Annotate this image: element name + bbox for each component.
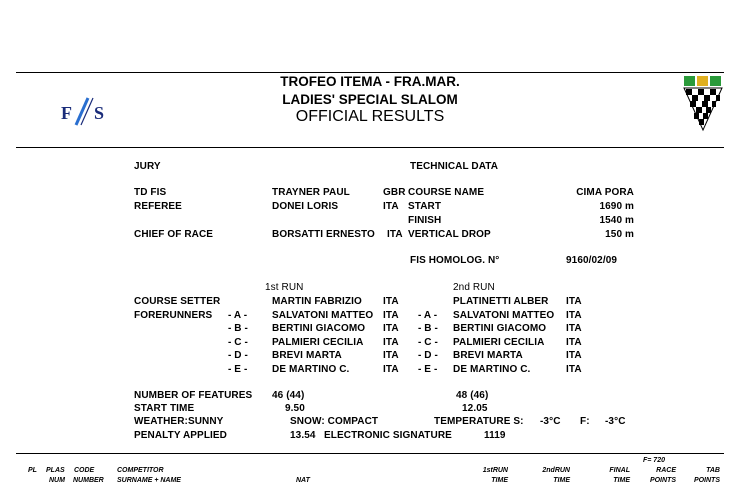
forerunner-code: - E - <box>228 364 248 375</box>
forerunner-code: - C - <box>228 337 248 348</box>
col-run2: 2ndRUN <box>542 467 570 474</box>
signature-value: 1119 <box>484 430 506 441</box>
chief-label: CHIEF OF RACE <box>134 229 214 240</box>
finish-label: FINISH <box>408 215 442 226</box>
td-nat: GBR <box>383 187 406 198</box>
header-bottom-rule <box>16 147 724 148</box>
forerunner-run2-code: - A - <box>418 310 438 321</box>
forerunner-run2-code: - D - <box>418 350 438 361</box>
run1-heading: 1st RUN <box>265 282 304 293</box>
forerunners-label: FORERUNNERS <box>134 310 213 321</box>
forerunner-run2-nat: ITA <box>566 364 582 375</box>
run1-setter-nat: ITA <box>383 296 399 307</box>
col-competitor: COMPETITOR <box>117 467 164 474</box>
forerunner-run1-nat: ITA <box>383 323 399 334</box>
forerunner-run1-name: PALMIERI CECILIA <box>272 337 364 348</box>
start-value: 1690 m <box>599 201 634 212</box>
referee-name: DONEI LORIS <box>272 201 339 212</box>
temperature-label: TEMPERATURE S: <box>434 416 524 427</box>
col-pl: PL <box>28 467 37 474</box>
event-logo <box>682 74 724 132</box>
run2-setter-nat: ITA <box>566 296 582 307</box>
chief-nat: ITA <box>387 229 403 240</box>
homolog-label: FIS HOMOLOG. N° <box>410 255 500 266</box>
penalty-label: PENALTY APPLIED <box>134 430 227 441</box>
col-run1-time: TIME <box>491 477 508 484</box>
features-run2: 48 (46) <box>456 390 489 401</box>
penalty-value: 13.54 <box>290 430 316 441</box>
start-time-run1: 9.50 <box>285 403 305 414</box>
forerunner-run1-name: BREVI MARTA <box>272 350 342 361</box>
weather-label: WEATHER:SUNNY <box>134 416 224 427</box>
features-label: NUMBER OF FEATURES <box>134 390 253 401</box>
forerunner-run1-nat: ITA <box>383 337 399 348</box>
svg-text:S: S <box>94 103 105 123</box>
start-time-run2: 12.05 <box>462 403 488 414</box>
forerunner-run2-nat: ITA <box>566 310 582 321</box>
top-rule <box>16 72 724 73</box>
col-tab: TAB <box>706 467 720 474</box>
start-label: START <box>408 201 442 212</box>
forerunner-run1-nat: ITA <box>383 310 399 321</box>
col-plas: PLAS <box>46 467 65 474</box>
run2-setter: PLATINETTI ALBER <box>453 296 549 307</box>
vertical-drop-label: VERTICAL DROP <box>408 229 491 240</box>
technical-heading: TECHNICAL DATA <box>410 161 499 172</box>
col-race: RACE <box>656 467 676 474</box>
forerunner-run1-name: SALVATONI MATTEO <box>272 310 374 321</box>
col-tab-points: POINTS <box>693 477 720 484</box>
f-value: F= 720 <box>643 457 665 464</box>
title-line-2: LADIES' SPECIAL SLALOM <box>282 92 458 107</box>
col-race-points: POINTS <box>649 477 676 484</box>
features-run1: 46 (44) <box>272 390 305 401</box>
temperature-finish-label: F: <box>580 416 590 427</box>
vertical-drop-value: 150 m <box>605 229 634 240</box>
forerunner-run2-name: BREVI MARTA <box>453 350 523 361</box>
forerunner-run2-name: BERTINI GIACOMO <box>453 323 547 334</box>
forerunner-code: - A - <box>228 310 248 321</box>
col-code: CODE <box>74 467 95 474</box>
col-num: NUM <box>49 477 65 484</box>
jury-heading: JURY <box>134 161 161 172</box>
forerunner-run2-nat: ITA <box>566 350 582 361</box>
forerunner-run2-name: PALMIERI CECILIA <box>453 337 545 348</box>
col-nat: NAT <box>296 477 310 484</box>
fis-logo <box>58 94 112 128</box>
forerunner-run1-nat: ITA <box>383 350 399 361</box>
run2-heading: 2nd RUN <box>453 282 495 293</box>
course-name-label: COURSE NAME <box>408 187 485 198</box>
table-header-rule <box>16 453 724 454</box>
homolog-value: 9160/02/09 <box>566 255 618 266</box>
forerunner-code: - B - <box>228 323 248 334</box>
forerunner-run2-name: SALVATONI MATTEO <box>453 310 555 321</box>
course-setter-label: COURSE SETTER <box>134 296 221 307</box>
temperature-finish: -3°C <box>605 416 626 427</box>
col-run1: 1stRUN <box>482 467 508 474</box>
title-line-1: TROFEO ITEMA - FRA.MAR. <box>280 74 460 89</box>
svg-text:F: F <box>61 103 72 123</box>
forerunner-run2-nat: ITA <box>566 323 582 334</box>
forerunner-run2-code: - C - <box>418 337 438 348</box>
course-name: CIMA PORA <box>576 187 634 198</box>
forerunner-run2-name: DE MARTINO C. <box>453 364 531 375</box>
forerunner-code: - D - <box>228 350 248 361</box>
td-name: TRAYNER PAUL <box>272 187 350 198</box>
referee-label: REFEREE <box>134 201 182 212</box>
td-label: TD FIS <box>134 187 167 198</box>
forerunner-run2-nat: ITA <box>566 337 582 348</box>
chief-name: BORSATTI ERNESTO <box>272 229 375 240</box>
forerunner-run1-name: DE MARTINO C. <box>272 364 350 375</box>
col-number: NUMBER <box>73 477 104 484</box>
forerunner-run2-code: - B - <box>418 323 438 334</box>
referee-nat: ITA <box>383 201 399 212</box>
col-run2-time: TIME <box>553 477 570 484</box>
finish-value: 1540 m <box>599 215 634 226</box>
temperature-start: -3°C <box>540 416 561 427</box>
start-time-label: START TIME <box>134 403 195 414</box>
snow-text: SNOW: COMPACT <box>290 416 379 427</box>
col-final-time: TIME <box>613 477 630 484</box>
col-final: FINAL <box>609 467 630 474</box>
forerunner-run1-nat: ITA <box>383 364 399 375</box>
run1-setter: MARTIN FABRIZIO <box>272 296 362 307</box>
forerunner-run1-name: BERTINI GIACOMO <box>272 323 366 334</box>
forerunner-run2-code: - E - <box>418 364 438 375</box>
col-surname: SURNAME + NAME <box>117 477 181 484</box>
title-line-3: OFFICIAL RESULTS <box>295 108 445 125</box>
signature-label: ELECTRONIC SIGNATURE <box>324 430 452 441</box>
